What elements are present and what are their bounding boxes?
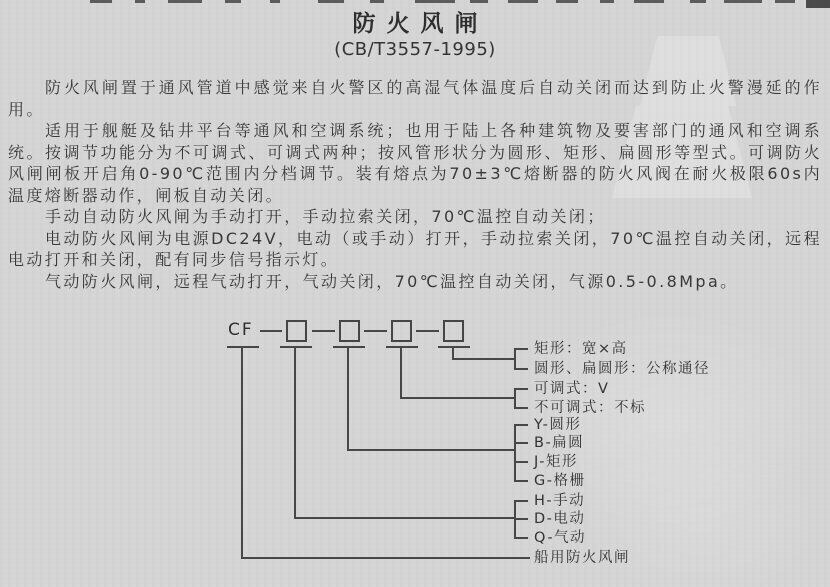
code-dash: [416, 330, 439, 332]
bracket-tick: [514, 537, 528, 539]
connector-line: [294, 517, 516, 519]
under-bar: [386, 346, 418, 348]
paragraph-application: 适用于舰艇及钻井平台等通风和空调系统；也用于陆上各种建筑物及要害部门的通风和空调系统。按调节功能分为不可调式、可调式两种；按风管形状分为圆形、矩形、扁圆形等型式。可调防火风闸闸板开启角0-90℃范围内分档调节。装有熔点为70±3℃熔断器的防火风阀在耐火极限60s内温度熔断器动作，闸板自动关闭。: [8, 121, 822, 205]
code-box-adjust: [391, 320, 412, 342]
code-box-size: [443, 320, 464, 342]
connector-line: [241, 348, 243, 559]
code-box-drive: [286, 320, 307, 342]
bracket-tick: [514, 442, 528, 444]
connector-line: [400, 348, 402, 399]
bracket-tick: [514, 368, 528, 370]
bracket-tick: [514, 461, 528, 463]
legend-drive-pneumatic: Q-气动: [534, 530, 587, 546]
under-bar: [280, 346, 312, 348]
legend-drive-manual: H-手动: [534, 493, 586, 509]
code-dash: [364, 330, 387, 332]
legend-base: 船用防火风闸: [534, 550, 630, 566]
legend-size-rect: 矩形：宽×高: [534, 341, 628, 357]
bracket-tick: [514, 500, 528, 502]
model-prefix: CF: [228, 320, 254, 340]
code-dash: [312, 330, 335, 332]
code-dash: [260, 330, 282, 332]
paragraph-intro: 防火风闸置于通风管道中感觉来自火警区的高湿气体温度后自动关闭而达到防止火警漫延的作用。: [8, 78, 822, 119]
paragraph-electric: 电动防火风闸为电源DC24V，电动（或手动）打开，手动拉索关闭，70℃温控自动关闭，远程电动打开和关闭，配有同步信号指示灯。: [8, 228, 822, 269]
connector-line: [241, 557, 530, 559]
under-bar: [333, 346, 365, 348]
bracket-line: [514, 388, 516, 409]
under-bar: [227, 346, 259, 348]
legend-shape-round: Y-圆形: [534, 417, 582, 433]
bracket-tick: [514, 407, 528, 409]
connector-line: [400, 397, 516, 399]
connector-line: [347, 449, 516, 451]
legend-shape-grille: G-格栅: [534, 473, 586, 489]
bracket-tick: [514, 424, 528, 426]
connector-line: [294, 348, 296, 519]
legend-shape-oval: B-扁圆: [534, 435, 585, 451]
legend-size-round: 圆形、扁圆形：公称通径: [534, 361, 710, 377]
page-title: 防火风闸: [352, 11, 489, 37]
connector-line: [347, 348, 349, 451]
bracket-line: [514, 348, 516, 370]
legend-drive-electric: D-电动: [534, 511, 586, 527]
legend-adjustable: 可调式：V: [534, 381, 610, 397]
under-bar: [438, 346, 470, 348]
bracket-tick: [514, 348, 528, 350]
paragraph-manual: 手动自动防火风闸为手动打开，手动拉索关闭，70℃温控自动关闭；: [45, 207, 606, 226]
paragraph-pneumatic: 气动防火风闸，远程气动打开，气动关闭，70℃温控自动关闭，气源0.5-0.8Mpa。: [45, 271, 739, 291]
bracket-line: [514, 424, 516, 482]
code-box-shape: [339, 320, 360, 342]
connector-line: [452, 358, 516, 360]
bracket-tick: [514, 388, 528, 390]
bracket-tick: [514, 518, 528, 520]
legend-non-adjustable: 不可调式：不标: [534, 400, 646, 416]
bracket-tick: [514, 480, 528, 482]
legend-shape-rect: J-矩形: [534, 454, 578, 470]
standard-number: (CB/T3557-1995): [334, 39, 496, 60]
